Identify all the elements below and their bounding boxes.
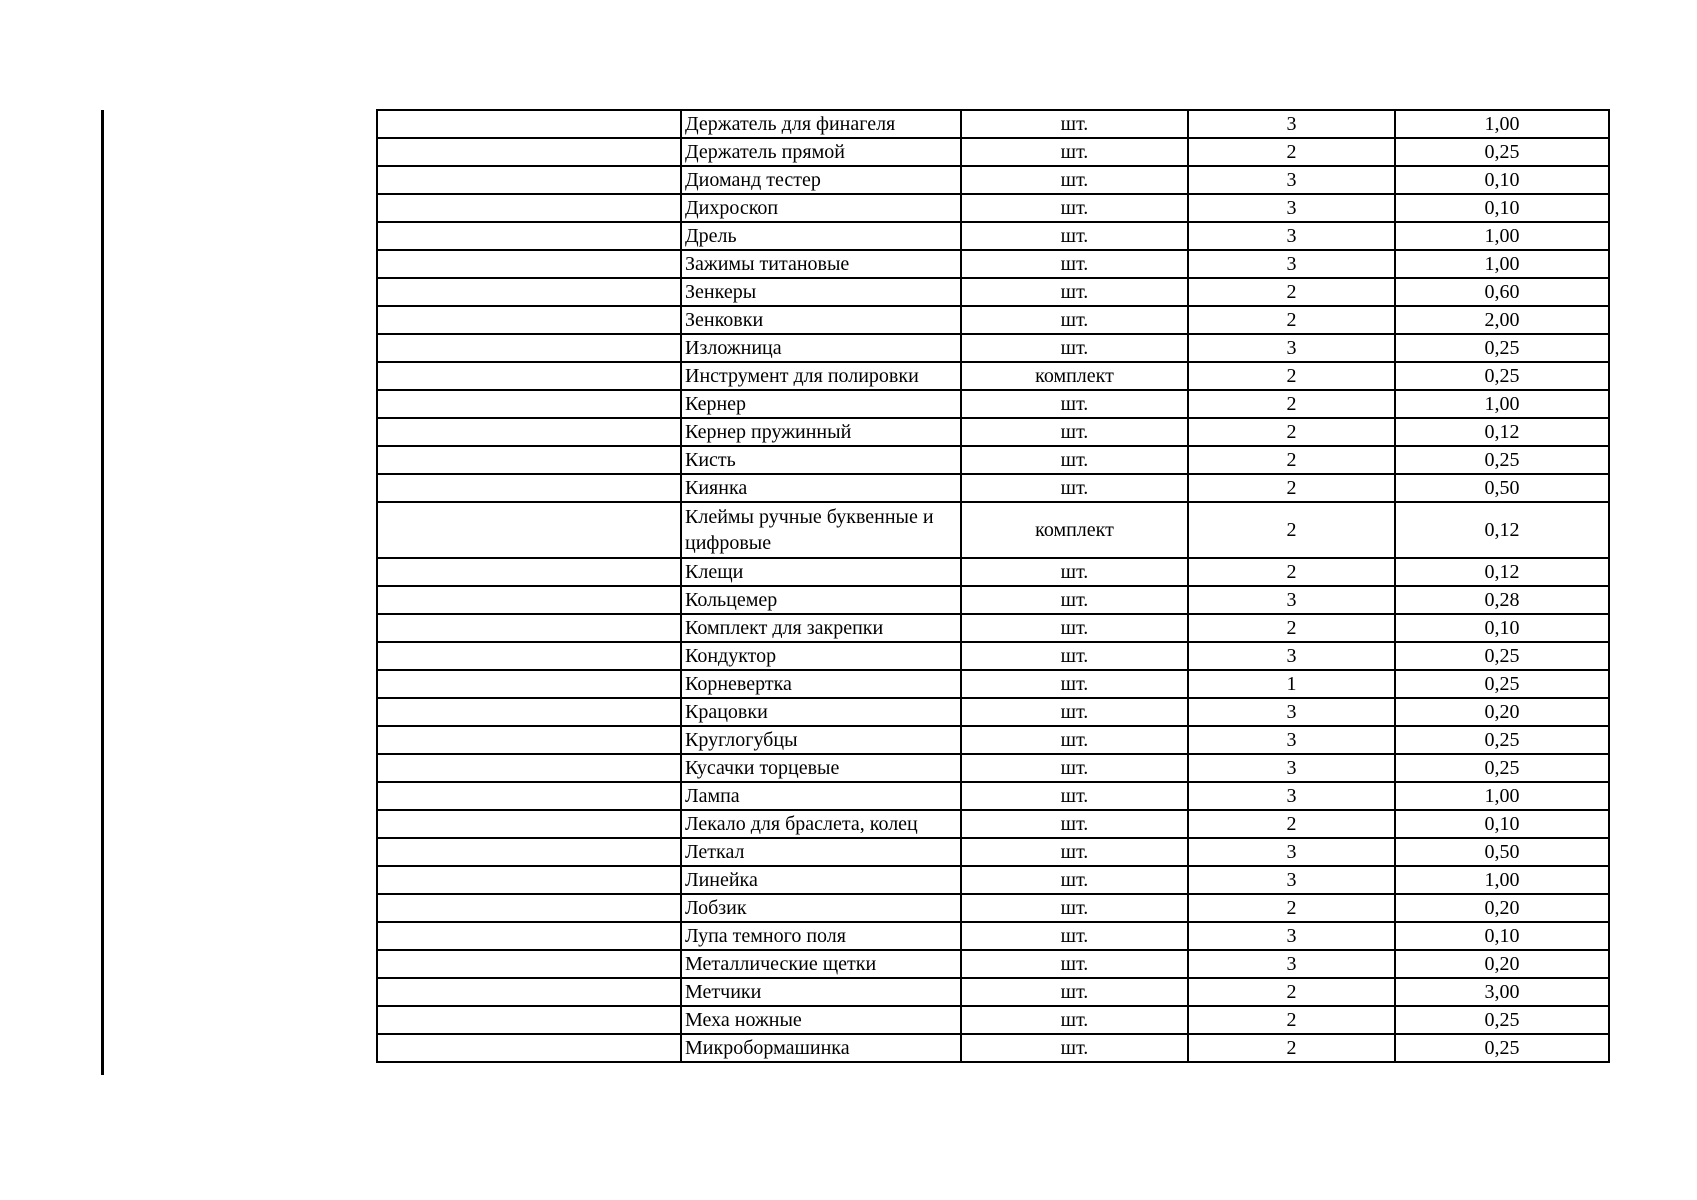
cell-unit: шт. (961, 754, 1188, 782)
cell-quantity: 2 (1188, 558, 1395, 586)
cell-service-life: 0,12 (1395, 558, 1609, 586)
cell-service-life: 0,25 (1395, 726, 1609, 754)
cell-unit: шт. (961, 698, 1188, 726)
cell-item-name: Инструмент для полировки (681, 362, 961, 390)
cell-item-name: Корневертка (681, 670, 961, 698)
table-row (377, 1034, 1609, 1062)
cell-service-life: 0,25 (1395, 1006, 1609, 1034)
cell-item-name: Круглогубцы (681, 726, 961, 754)
cell-item-name: Линейка (681, 866, 961, 894)
cell-quantity: 3 (1188, 698, 1395, 726)
cell-blank (377, 754, 681, 782)
cell-service-life: 0,50 (1395, 474, 1609, 502)
cell-quantity: 3 (1188, 110, 1395, 138)
cell-item-name: Лупа темного поля (681, 922, 961, 950)
cell-blank (377, 614, 681, 642)
cell-unit: шт. (961, 446, 1188, 474)
cell-blank (377, 782, 681, 810)
cell-service-life: 0,25 (1395, 138, 1609, 166)
cell-blank (377, 642, 681, 670)
cell-unit: шт. (961, 614, 1188, 642)
table-row (377, 334, 1609, 362)
table-row (377, 922, 1609, 950)
cell-blank (377, 362, 681, 390)
cell-blank (377, 838, 681, 866)
cell-service-life: 0,25 (1395, 754, 1609, 782)
cell-unit: шт. (961, 978, 1188, 1006)
cell-unit: шт. (961, 950, 1188, 978)
cell-item-name: Держатель прямой (681, 138, 961, 166)
cell-quantity: 2 (1188, 306, 1395, 334)
cell-blank (377, 894, 681, 922)
cell-quantity: 3 (1188, 334, 1395, 362)
cell-blank (377, 278, 681, 306)
table-row (377, 838, 1609, 866)
cell-item-name: Крацовки (681, 698, 961, 726)
cell-item-name: Кондуктор (681, 642, 961, 670)
cell-blank (377, 138, 681, 166)
cell-blank (377, 334, 681, 362)
cell-unit: шт. (961, 138, 1188, 166)
cell-blank (377, 726, 681, 754)
cell-item-name: Клеймы ручные буквенные и цифровые (681, 502, 961, 558)
cell-service-life: 0,20 (1395, 894, 1609, 922)
table-row (377, 558, 1609, 586)
cell-item-name: Кусачки торцевые (681, 754, 961, 782)
cell-service-life: 0,25 (1395, 446, 1609, 474)
table-row (377, 250, 1609, 278)
cell-unit: комплект (961, 502, 1188, 558)
cell-item-name: Держатель для финагеля (681, 110, 961, 138)
cell-quantity: 3 (1188, 222, 1395, 250)
cell-service-life: 0,10 (1395, 166, 1609, 194)
table-row (377, 194, 1609, 222)
table-row (377, 278, 1609, 306)
cell-quantity: 3 (1188, 838, 1395, 866)
table-row (377, 698, 1609, 726)
cell-service-life: 0,20 (1395, 698, 1609, 726)
cell-blank (377, 474, 681, 502)
cell-item-name: Леткал (681, 838, 961, 866)
table-row (377, 894, 1609, 922)
table-row (377, 110, 1609, 138)
table-row (377, 670, 1609, 698)
table-row (377, 978, 1609, 1006)
cell-blank (377, 922, 681, 950)
cell-quantity: 3 (1188, 754, 1395, 782)
equipment-table (376, 109, 1610, 1063)
cell-unit: шт. (961, 558, 1188, 586)
cell-item-name: Киянка (681, 474, 961, 502)
cell-service-life: 1,00 (1395, 866, 1609, 894)
cell-quantity: 3 (1188, 586, 1395, 614)
cell-blank (377, 446, 681, 474)
cell-blank (377, 810, 681, 838)
cell-unit: шт. (961, 166, 1188, 194)
table-row (377, 222, 1609, 250)
cell-blank (377, 418, 681, 446)
cell-quantity: 2 (1188, 810, 1395, 838)
cell-service-life: 0,25 (1395, 1034, 1609, 1062)
cell-unit: шт. (961, 390, 1188, 418)
cell-unit: шт. (961, 810, 1188, 838)
cell-blank (377, 950, 681, 978)
cell-quantity: 2 (1188, 894, 1395, 922)
cell-service-life: 0,12 (1395, 418, 1609, 446)
cell-blank (377, 166, 681, 194)
cell-service-life: 1,00 (1395, 250, 1609, 278)
cell-item-name: Зенковки (681, 306, 961, 334)
cell-quantity: 2 (1188, 418, 1395, 446)
table-row (377, 446, 1609, 474)
cell-unit: шт. (961, 1006, 1188, 1034)
cell-quantity: 1 (1188, 670, 1395, 698)
cell-item-name: Кернер (681, 390, 961, 418)
cell-blank (377, 110, 681, 138)
cell-item-name: Дрель (681, 222, 961, 250)
cell-item-name: Кисть (681, 446, 961, 474)
table-row (377, 586, 1609, 614)
table-row (377, 138, 1609, 166)
cell-unit: шт. (961, 250, 1188, 278)
cell-unit: шт. (961, 922, 1188, 950)
cell-unit: шт. (961, 894, 1188, 922)
cell-service-life: 1,00 (1395, 222, 1609, 250)
cell-quantity: 3 (1188, 922, 1395, 950)
cell-item-name: Комплект для закрепки (681, 614, 961, 642)
cell-quantity: 2 (1188, 138, 1395, 166)
equipment-table-body (377, 110, 1609, 1062)
cell-quantity: 2 (1188, 978, 1395, 1006)
cell-service-life: 0,60 (1395, 278, 1609, 306)
cell-blank (377, 1034, 681, 1062)
cell-unit: шт. (961, 866, 1188, 894)
cell-blank (377, 306, 681, 334)
table-row (377, 642, 1609, 670)
cell-item-name: Изложница (681, 334, 961, 362)
cell-quantity: 3 (1188, 250, 1395, 278)
cell-unit: шт. (961, 726, 1188, 754)
table-row (377, 502, 1609, 558)
table-row (377, 362, 1609, 390)
cell-quantity: 3 (1188, 782, 1395, 810)
cell-service-life: 1,00 (1395, 110, 1609, 138)
cell-item-name: Металлические щетки (681, 950, 961, 978)
table-row (377, 418, 1609, 446)
cell-service-life: 0,12 (1395, 502, 1609, 558)
table-row (377, 726, 1609, 754)
cell-blank (377, 390, 681, 418)
cell-item-name: Клещи (681, 558, 961, 586)
page-margin-rule (101, 110, 104, 1075)
cell-unit: шт. (961, 838, 1188, 866)
cell-service-life: 0,10 (1395, 194, 1609, 222)
cell-blank (377, 558, 681, 586)
cell-blank (377, 250, 681, 278)
table-row (377, 306, 1609, 334)
cell-quantity: 3 (1188, 166, 1395, 194)
cell-blank (377, 670, 681, 698)
cell-service-life: 0,25 (1395, 642, 1609, 670)
table-row (377, 390, 1609, 418)
cell-service-life: 1,00 (1395, 782, 1609, 810)
cell-quantity: 2 (1188, 1006, 1395, 1034)
cell-quantity: 2 (1188, 1034, 1395, 1062)
cell-blank (377, 194, 681, 222)
cell-quantity: 2 (1188, 502, 1395, 558)
table-row (377, 474, 1609, 502)
cell-unit: шт. (961, 194, 1188, 222)
cell-item-name: Диоманд тестер (681, 166, 961, 194)
cell-quantity: 2 (1188, 614, 1395, 642)
cell-unit: шт. (961, 334, 1188, 362)
cell-unit: шт. (961, 222, 1188, 250)
cell-service-life: 0,25 (1395, 670, 1609, 698)
cell-service-life: 1,00 (1395, 390, 1609, 418)
cell-quantity: 2 (1188, 362, 1395, 390)
cell-blank (377, 698, 681, 726)
table-row (377, 614, 1609, 642)
cell-service-life: 0,10 (1395, 614, 1609, 642)
cell-item-name: Лобзик (681, 894, 961, 922)
table-row (377, 950, 1609, 978)
cell-blank (377, 222, 681, 250)
cell-unit: шт. (961, 782, 1188, 810)
cell-service-life: 0,20 (1395, 950, 1609, 978)
table-row (377, 1006, 1609, 1034)
cell-blank (377, 866, 681, 894)
cell-quantity: 2 (1188, 446, 1395, 474)
cell-unit: комплект (961, 362, 1188, 390)
cell-unit: шт. (961, 306, 1188, 334)
cell-item-name: Меха ножные (681, 1006, 961, 1034)
cell-unit: шт. (961, 418, 1188, 446)
cell-blank (377, 1006, 681, 1034)
cell-item-name: Кернер пружинный (681, 418, 961, 446)
cell-service-life: 0,25 (1395, 362, 1609, 390)
cell-quantity: 3 (1188, 642, 1395, 670)
cell-service-life: 0,50 (1395, 838, 1609, 866)
cell-blank (377, 586, 681, 614)
cell-unit: шт. (961, 278, 1188, 306)
cell-unit: шт. (961, 474, 1188, 502)
cell-unit: шт. (961, 110, 1188, 138)
cell-quantity: 3 (1188, 866, 1395, 894)
cell-service-life: 0,28 (1395, 586, 1609, 614)
cell-item-name: Лампа (681, 782, 961, 810)
cell-quantity: 2 (1188, 474, 1395, 502)
cell-item-name: Метчики (681, 978, 961, 1006)
cell-item-name: Микробормашинка (681, 1034, 961, 1062)
table-row (377, 866, 1609, 894)
cell-quantity: 2 (1188, 390, 1395, 418)
cell-quantity: 3 (1188, 950, 1395, 978)
cell-item-name: Зенкеры (681, 278, 961, 306)
cell-service-life: 2,00 (1395, 306, 1609, 334)
table-row (377, 166, 1609, 194)
cell-quantity: 2 (1188, 278, 1395, 306)
cell-unit: шт. (961, 670, 1188, 698)
cell-item-name: Кольцемер (681, 586, 961, 614)
cell-quantity: 3 (1188, 726, 1395, 754)
cell-item-name: Лекало для браслета, колец (681, 810, 961, 838)
cell-service-life: 0,10 (1395, 922, 1609, 950)
cell-blank (377, 502, 681, 558)
cell-blank (377, 978, 681, 1006)
table-row (377, 782, 1609, 810)
cell-service-life: 0,10 (1395, 810, 1609, 838)
cell-service-life: 0,25 (1395, 334, 1609, 362)
cell-item-name: Зажимы титановые (681, 250, 961, 278)
cell-service-life: 3,00 (1395, 978, 1609, 1006)
cell-item-name: Дихроскоп (681, 194, 961, 222)
table-row (377, 810, 1609, 838)
cell-quantity: 3 (1188, 194, 1395, 222)
table-row (377, 754, 1609, 782)
cell-unit: шт. (961, 642, 1188, 670)
cell-unit: шт. (961, 1034, 1188, 1062)
cell-unit: шт. (961, 586, 1188, 614)
